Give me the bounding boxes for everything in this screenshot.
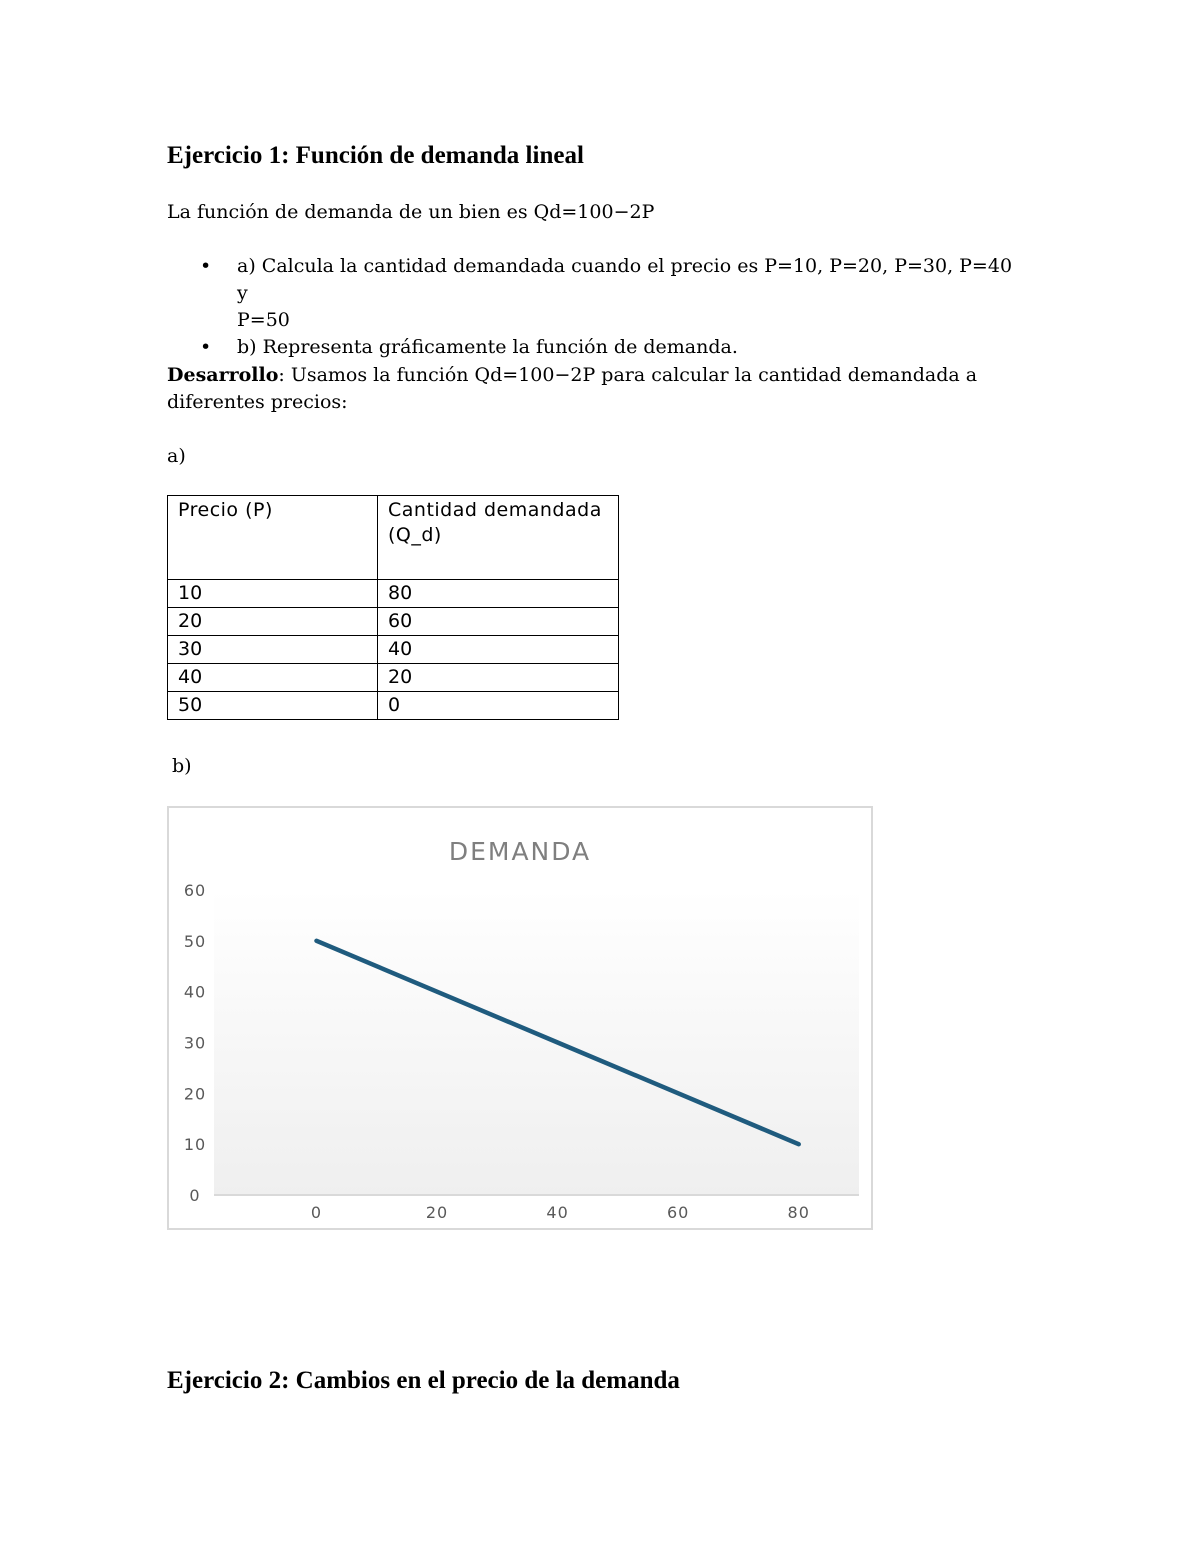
y-tick-label: 20 (183, 1084, 207, 1104)
y-axis-ticks (184, 881, 206, 1205)
demand-chart (167, 806, 873, 1230)
x-axis-ticks (311, 1203, 810, 1222)
table-row (168, 608, 619, 636)
table-cell-quantity: 40 (378, 636, 619, 664)
y-tick-label: 50 (183, 931, 207, 951)
x-tick-label: 20 (425, 1203, 449, 1222)
x-tick-label: 60 (666, 1203, 690, 1222)
table-cell-price: 40 (168, 664, 378, 692)
exercise-1-heading: Ejercicio 1: Función de demanda lineal (167, 142, 584, 169)
x-tick-label: 40 (546, 1203, 569, 1222)
plot-area (214, 890, 859, 1195)
table-row (168, 636, 619, 664)
desarrollo-text-line-1: : Usamos la función Qd=100−2P para calcular la cantidad demandada a (278, 364, 978, 386)
desarrollo-label: Desarrollo (167, 364, 279, 386)
table-header-quantity: Cantidad demandada (Q_d) (378, 496, 619, 580)
table-cell-quantity: 20 (378, 664, 619, 692)
bullet-a-line-2: P=50 (237, 309, 290, 331)
bullet-a-line-1: a) Calcula la cantidad demandada cuando el precio es P=10, P=20, P=30, P=40 y (237, 255, 1013, 304)
table-cell-price: 50 (168, 692, 378, 720)
demand-chart-svg (169, 808, 871, 1228)
exercise-1-intro: La función de demanda de un bien es Qd=100−2P (167, 201, 655, 223)
x-tick-label: 0 (310, 1203, 323, 1222)
x-tick-label: 80 (787, 1203, 810, 1222)
table-row (168, 664, 619, 692)
desarrollo-paragraph (167, 362, 977, 389)
bullet-item-b (196, 334, 1016, 361)
table-cell-price: 10 (168, 580, 378, 608)
bullet-item-a (196, 253, 1016, 334)
table-cell-quantity: 0 (378, 692, 619, 720)
part-a-label: a) (167, 445, 186, 467)
exercise-1-bullet-list (196, 253, 1016, 361)
table-cell-quantity: 80 (378, 580, 619, 608)
bullet-icon: • (200, 255, 212, 277)
y-tick-label: 30 (183, 1033, 207, 1053)
table-cell-quantity: 60 (378, 608, 619, 636)
demand-table (167, 495, 619, 720)
y-tick-label: 10 (183, 1135, 207, 1155)
table-cell-price: 30 (168, 636, 378, 664)
table-row (168, 692, 619, 720)
table-cell-price: 20 (168, 608, 378, 636)
bullet-b-line-1: b) Representa gráficamente la función de demanda. (237, 336, 738, 358)
desarrollo-text-line-2: diferentes precios: (167, 391, 348, 413)
table-header-price: Precio (P) (168, 496, 378, 580)
table-row (168, 580, 619, 608)
bullet-icon: • (200, 336, 212, 358)
y-tick-label: 0 (189, 1186, 201, 1205)
chart-title: DEMANDA (448, 837, 592, 866)
y-tick-label: 40 (183, 982, 207, 1002)
table-header-row (168, 496, 619, 580)
exercise-2-heading: Ejercicio 2: Cambios en el precio de la demanda (167, 1367, 680, 1394)
part-b-label: b) (172, 755, 192, 777)
y-tick-label: 60 (183, 881, 207, 900)
